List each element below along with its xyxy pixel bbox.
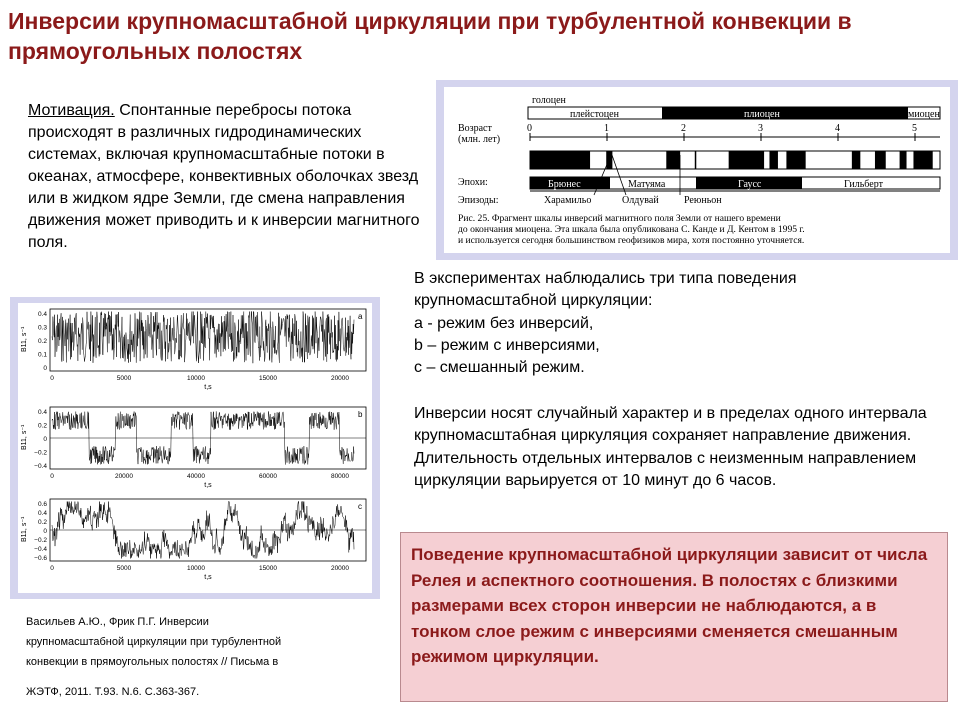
ts-xlabel: t,s [204,574,212,581]
exp-line-1: В экспериментах наблюдались три типа поведения [414,270,797,287]
normal-polarity-bar [729,151,764,169]
ref-line-1: Васильев А.Ю., Фрик П.Г. Инверсии [26,616,209,628]
epoch-miocene: миоцен [908,109,940,120]
ts-xtick-label: 0 [50,565,54,572]
normal-polarity-bar [695,151,697,169]
normal-polarity-bar [900,151,907,169]
ts-xtick-label: 20000 [330,375,350,382]
reversal-bars [530,151,940,169]
ts-ytick-label: 0.2 [37,338,47,345]
page-title: Инверсии крупномасштабной циркуляции при турбулентной конвекции в прямоугольных полостях [8,8,852,64]
ts-ytick-label: −0.2 [34,537,47,544]
ts-ylabel: B11, s⁻¹ [21,326,28,352]
ts-panel-letter: b [358,410,363,419]
ts-ytick-label: 0.4 [37,409,47,416]
era-gauss-label: Гаусс [738,179,762,190]
experiment-types [414,268,954,379]
normal-polarity-bar [769,151,777,169]
age-tick-label: 2 [681,123,686,134]
ts-xtick-label: 15000 [258,375,278,382]
age-tick-label: 3 [758,123,763,134]
pliocene-bar [662,107,908,119]
motivation-text [28,100,428,254]
ts-xtick-label: 80000 [330,473,350,480]
normal-polarity-bar [786,151,805,169]
ts-xtick-label: 60000 [258,473,278,480]
ts-ytick-label: −0.4 [34,546,47,553]
ts-ytick-label: 0 [43,365,47,372]
ts-xtick-label: 0 [50,375,54,382]
era-brunhes-label: Брюнес [548,179,581,190]
ts-ytick-label: 0.4 [37,510,47,517]
ref-line-3: конвекции в прямоугольных полостях // Письма в [26,656,279,668]
ts-xtick-label: 15000 [258,565,278,572]
geomagnetic-figure [444,87,950,253]
ts-xtick-label: 10000 [186,375,206,382]
ts-panel-letter: c [358,502,362,511]
ts-panel-letter: a [358,312,363,321]
geomagnetic-scale-svg [444,87,950,253]
ts-ylabel: B11, s⁻¹ [21,424,28,450]
episode-reunion: Реюньон [684,195,722,206]
ts-ytick-label: 0.6 [37,501,47,508]
ts-ytick-label: 0 [43,436,47,443]
epoch-pliocene: плиоцен [744,109,780,120]
motivation-body: Спонтанные перебросы потока происходят в различных гидродинамических системах, включая крупномасштабные потоки в океанах, атмосфере, конвективных оболочках звезд или в жидком ядре Земли, где смена направления движения может приводить и к инверсии магнитного поля. [28,102,420,251]
normal-polarity-bar [530,151,590,169]
era-gilbert-label: Гильберт [844,179,883,190]
ts-ytick-label: −0.4 [34,463,47,470]
ts-ylabel: B11, s⁻¹ [21,516,28,542]
age-ticks [527,123,917,141]
ts-ytick-label: 0.3 [37,324,47,332]
normal-polarity-bar [875,151,886,169]
exp-mode-a: a - режим без инверсий, [414,314,594,332]
reference [26,612,356,702]
ts-ytick-label: 0 [43,528,47,535]
ref-line-4: ЖЭТФ, 2011. Т.93. N.6. С.363-367. [26,686,200,698]
ts-ytick-label: −0.6 [34,555,47,562]
ts-xtick-label: 5000 [116,565,132,572]
normal-polarity-bar [852,151,860,169]
ts-signal-line [52,312,354,364]
age-label-2: (млн. лет) [458,134,501,145]
ts-xtick-label: 20000 [330,565,350,572]
era-matuyama-label: Матуяма [628,179,666,190]
inversion-paragraph: Инверсии носят случайный характер и в пределах одного интервала крупномасштабная циркуляция сохраняет направление движения. Длительность отдельных интервалов с неизменным направлением циркуляции варьируется от 10 минут до 6 часов. [414,405,927,489]
epoch-pleistocene: плейстоцен [570,109,619,120]
age-tick-label: 1 [604,123,609,134]
timeseries-figure [18,303,372,593]
ts-xlabel: t,s [204,482,212,489]
exp-mode-b: b – режим с инверсиями, [414,336,600,354]
ts-ytick-label: −0.2 [34,449,47,457]
timeseries-svg [18,303,372,593]
timeseries-figure-frame [10,297,380,599]
ts-xtick-label: 20000 [114,473,134,480]
epoch-holocene: голоцен [532,95,566,106]
motivation-label: Мотивация. [28,102,115,119]
exp-mode-c: c – смешанный режим. [414,359,585,377]
exp-line-2: крупномасштабной циркуляции: [414,292,653,310]
geo-caption-1: Рис. 25. Фрагмент шкалы инверсий магнитного поля Земли от нашего времени [458,213,781,224]
episode-olduvai: Олдувай [622,195,659,206]
age-tick-label: 5 [912,123,917,134]
conclusion-box: Поведение крупномасштабной циркуляции зависит от числа Релея и аспектного соотношения. В полостях с близкими размерами всех сторон инверсии не наблюдаются, а в тонком слое режим с инверсиями сменяется смешанным режимом циркуляции. [400,532,948,702]
ts-xtick-label: 0 [50,473,54,480]
age-tick-label: 4 [835,123,840,134]
normal-polarity-bar [913,151,932,169]
ts-xtick-label: 5000 [116,375,132,382]
ts-xtick-label: 10000 [186,565,206,572]
ts-ytick-label: 0.1 [37,351,47,359]
normal-polarity-bar [666,151,680,169]
ts-xlabel: t,s [204,384,212,391]
ts-ytick-label: 0.4 [37,311,47,318]
ts-xtick-label: 40000 [186,473,206,480]
geo-caption-2: до окончания миоцена. Эта шкала была опубликована С. Канде и Д. Кентом в 1995 г. [458,224,805,235]
era-label: Эпохи: [458,177,488,188]
ts-ytick-label: 0.2 [37,519,47,526]
episode-jaramillo: Харамильо [544,195,592,206]
geo-caption-3: и используется сегодня большинством геофизиков мира, хотя постоянно уточняется. [458,235,805,246]
ts-ytick-label: 0.2 [37,422,47,430]
geomagnetic-figure-frame [436,80,958,260]
age-label-1: Возраст [458,123,492,134]
episode-label: Эпизоды: [458,195,499,206]
normal-polarity-bar [606,151,612,169]
ref-line-2: крупномасштабной циркуляции при турбулентной [26,636,282,648]
age-tick-label: 0 [527,123,532,134]
